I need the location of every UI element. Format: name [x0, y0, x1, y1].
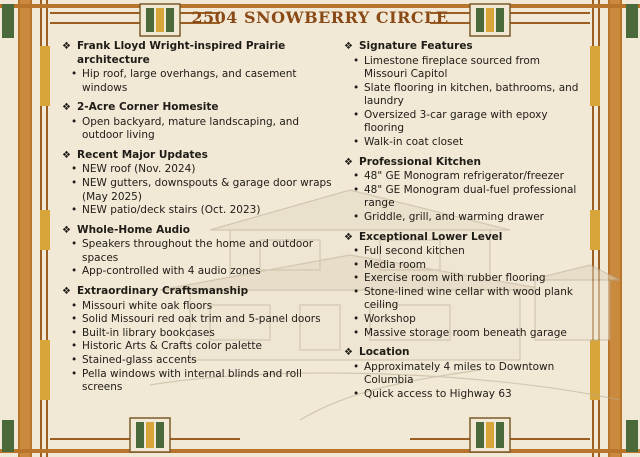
feature-list	[62, 68, 332, 95]
list-item: • Oversized 3-car garage with epoxy flooring	[344, 109, 584, 136]
section-heading	[344, 346, 584, 360]
list-item: • Stained-glass accents	[62, 354, 332, 368]
section-heading	[62, 285, 332, 299]
four-point-diamond-icon: ❖	[62, 286, 71, 298]
feature-section	[62, 285, 332, 395]
four-point-diamond-icon: ❖	[344, 156, 353, 168]
feature-section	[62, 101, 332, 143]
four-point-diamond-icon: ❖	[62, 41, 71, 52]
feature-section	[62, 40, 332, 95]
list-item: • Massive storage room beneath garage	[344, 327, 584, 341]
right-column	[344, 40, 584, 407]
list-item: • Media room	[344, 259, 584, 273]
feature-section	[344, 40, 584, 150]
list-item: • Workshop	[344, 313, 584, 327]
list-item: • Missouri white oak floors	[62, 300, 332, 314]
list-item: • Full second kitchen	[344, 245, 584, 259]
heading-text: 2-Acre Corner Homesite	[77, 101, 219, 114]
list-item: • App-controlled with 4 audio zones	[62, 265, 332, 279]
section-heading	[344, 156, 584, 170]
four-point-diamond-icon: ❖	[62, 102, 71, 114]
list-item: • Historic Arts & Crafts color palette	[62, 340, 332, 354]
list-item: • Solid Missouri red oak trim and 5-panel doors	[62, 313, 332, 327]
list-item: • Stone-lined wine cellar with wood plank ceiling	[344, 286, 584, 313]
left-column	[62, 40, 332, 401]
list-item: • Limestone fireplace sourced from Missouri Capitol	[344, 55, 584, 82]
list-item: • NEW patio/deck stairs (Oct. 2023)	[62, 204, 332, 218]
four-point-diamond-icon: ❖	[62, 149, 71, 161]
feature-list	[62, 163, 332, 217]
four-point-diamond-icon: ❖	[344, 231, 353, 243]
heading-text: Extraordinary Craftsmanship	[77, 285, 249, 298]
list-item: • Walk-in coat closet	[344, 136, 584, 150]
list-item: • Open backyard, mature landscaping, and outdoor living	[62, 116, 332, 143]
feature-section	[344, 156, 584, 225]
section-heading	[62, 101, 332, 115]
feature-list	[344, 170, 584, 224]
list-item: • 48" GE Monogram refrigerator/freezer	[344, 170, 584, 184]
heading-text: Exceptional Lower Level	[359, 230, 503, 243]
four-point-diamond-icon: ❖	[344, 347, 353, 359]
list-item: • Exercise room with rubber flooring	[344, 272, 584, 286]
list-item: • Hip roof, large overhangs, and casement windows	[62, 68, 332, 95]
section-heading	[62, 40, 332, 67]
feature-section	[62, 149, 332, 218]
four-point-diamond-icon: ❖	[62, 224, 71, 236]
feature-list	[344, 55, 584, 150]
heading-text: Whole-Home Audio	[77, 223, 190, 236]
feature-list	[62, 300, 332, 395]
page-title: 2504 SNOWBERRY CIRCLE	[191, 8, 449, 27]
feature-section	[344, 231, 584, 341]
feature-list	[344, 245, 584, 340]
feature-section	[62, 224, 332, 279]
heading-text: Recent Major Updates	[77, 148, 208, 161]
feature-list	[344, 361, 584, 402]
four-point-diamond-icon: ❖	[344, 41, 353, 52]
list-item: • Griddle, grill, and warming drawer	[344, 211, 584, 225]
list-item: • Approximately 4 miles to Downtown Columbia	[344, 361, 584, 388]
list-item: • 48" GE Monogram dual-fuel professional range	[344, 184, 584, 211]
heading-text: Professional Kitchen	[359, 155, 481, 168]
section-heading	[344, 231, 584, 245]
list-item: • Pella windows with internal blinds and roll screens	[62, 368, 332, 395]
list-item: • Built-in library bookcases	[62, 327, 332, 341]
heading-text: Signature Features	[359, 40, 473, 52]
feature-list	[62, 238, 332, 279]
feature-section	[344, 346, 584, 401]
feature-list	[62, 116, 332, 143]
list-item: • Slate flooring in kitchen, bathrooms, and laundry	[344, 82, 584, 109]
list-item: • Speakers throughout the home and outdoor spaces	[62, 238, 332, 265]
list-item: • NEW roof (Nov. 2024)	[62, 163, 332, 177]
section-heading	[62, 224, 332, 238]
section-heading	[62, 149, 332, 163]
heading-text: Frank Lloyd Wright-inspired Prairie architecture	[77, 40, 286, 66]
list-item: • Quick access to Highway 63	[344, 388, 584, 402]
list-item: • NEW gutters, downspouts & garage door wraps (May 2025)	[62, 177, 332, 204]
section-heading	[344, 40, 584, 54]
heading-text: Location	[359, 346, 410, 359]
